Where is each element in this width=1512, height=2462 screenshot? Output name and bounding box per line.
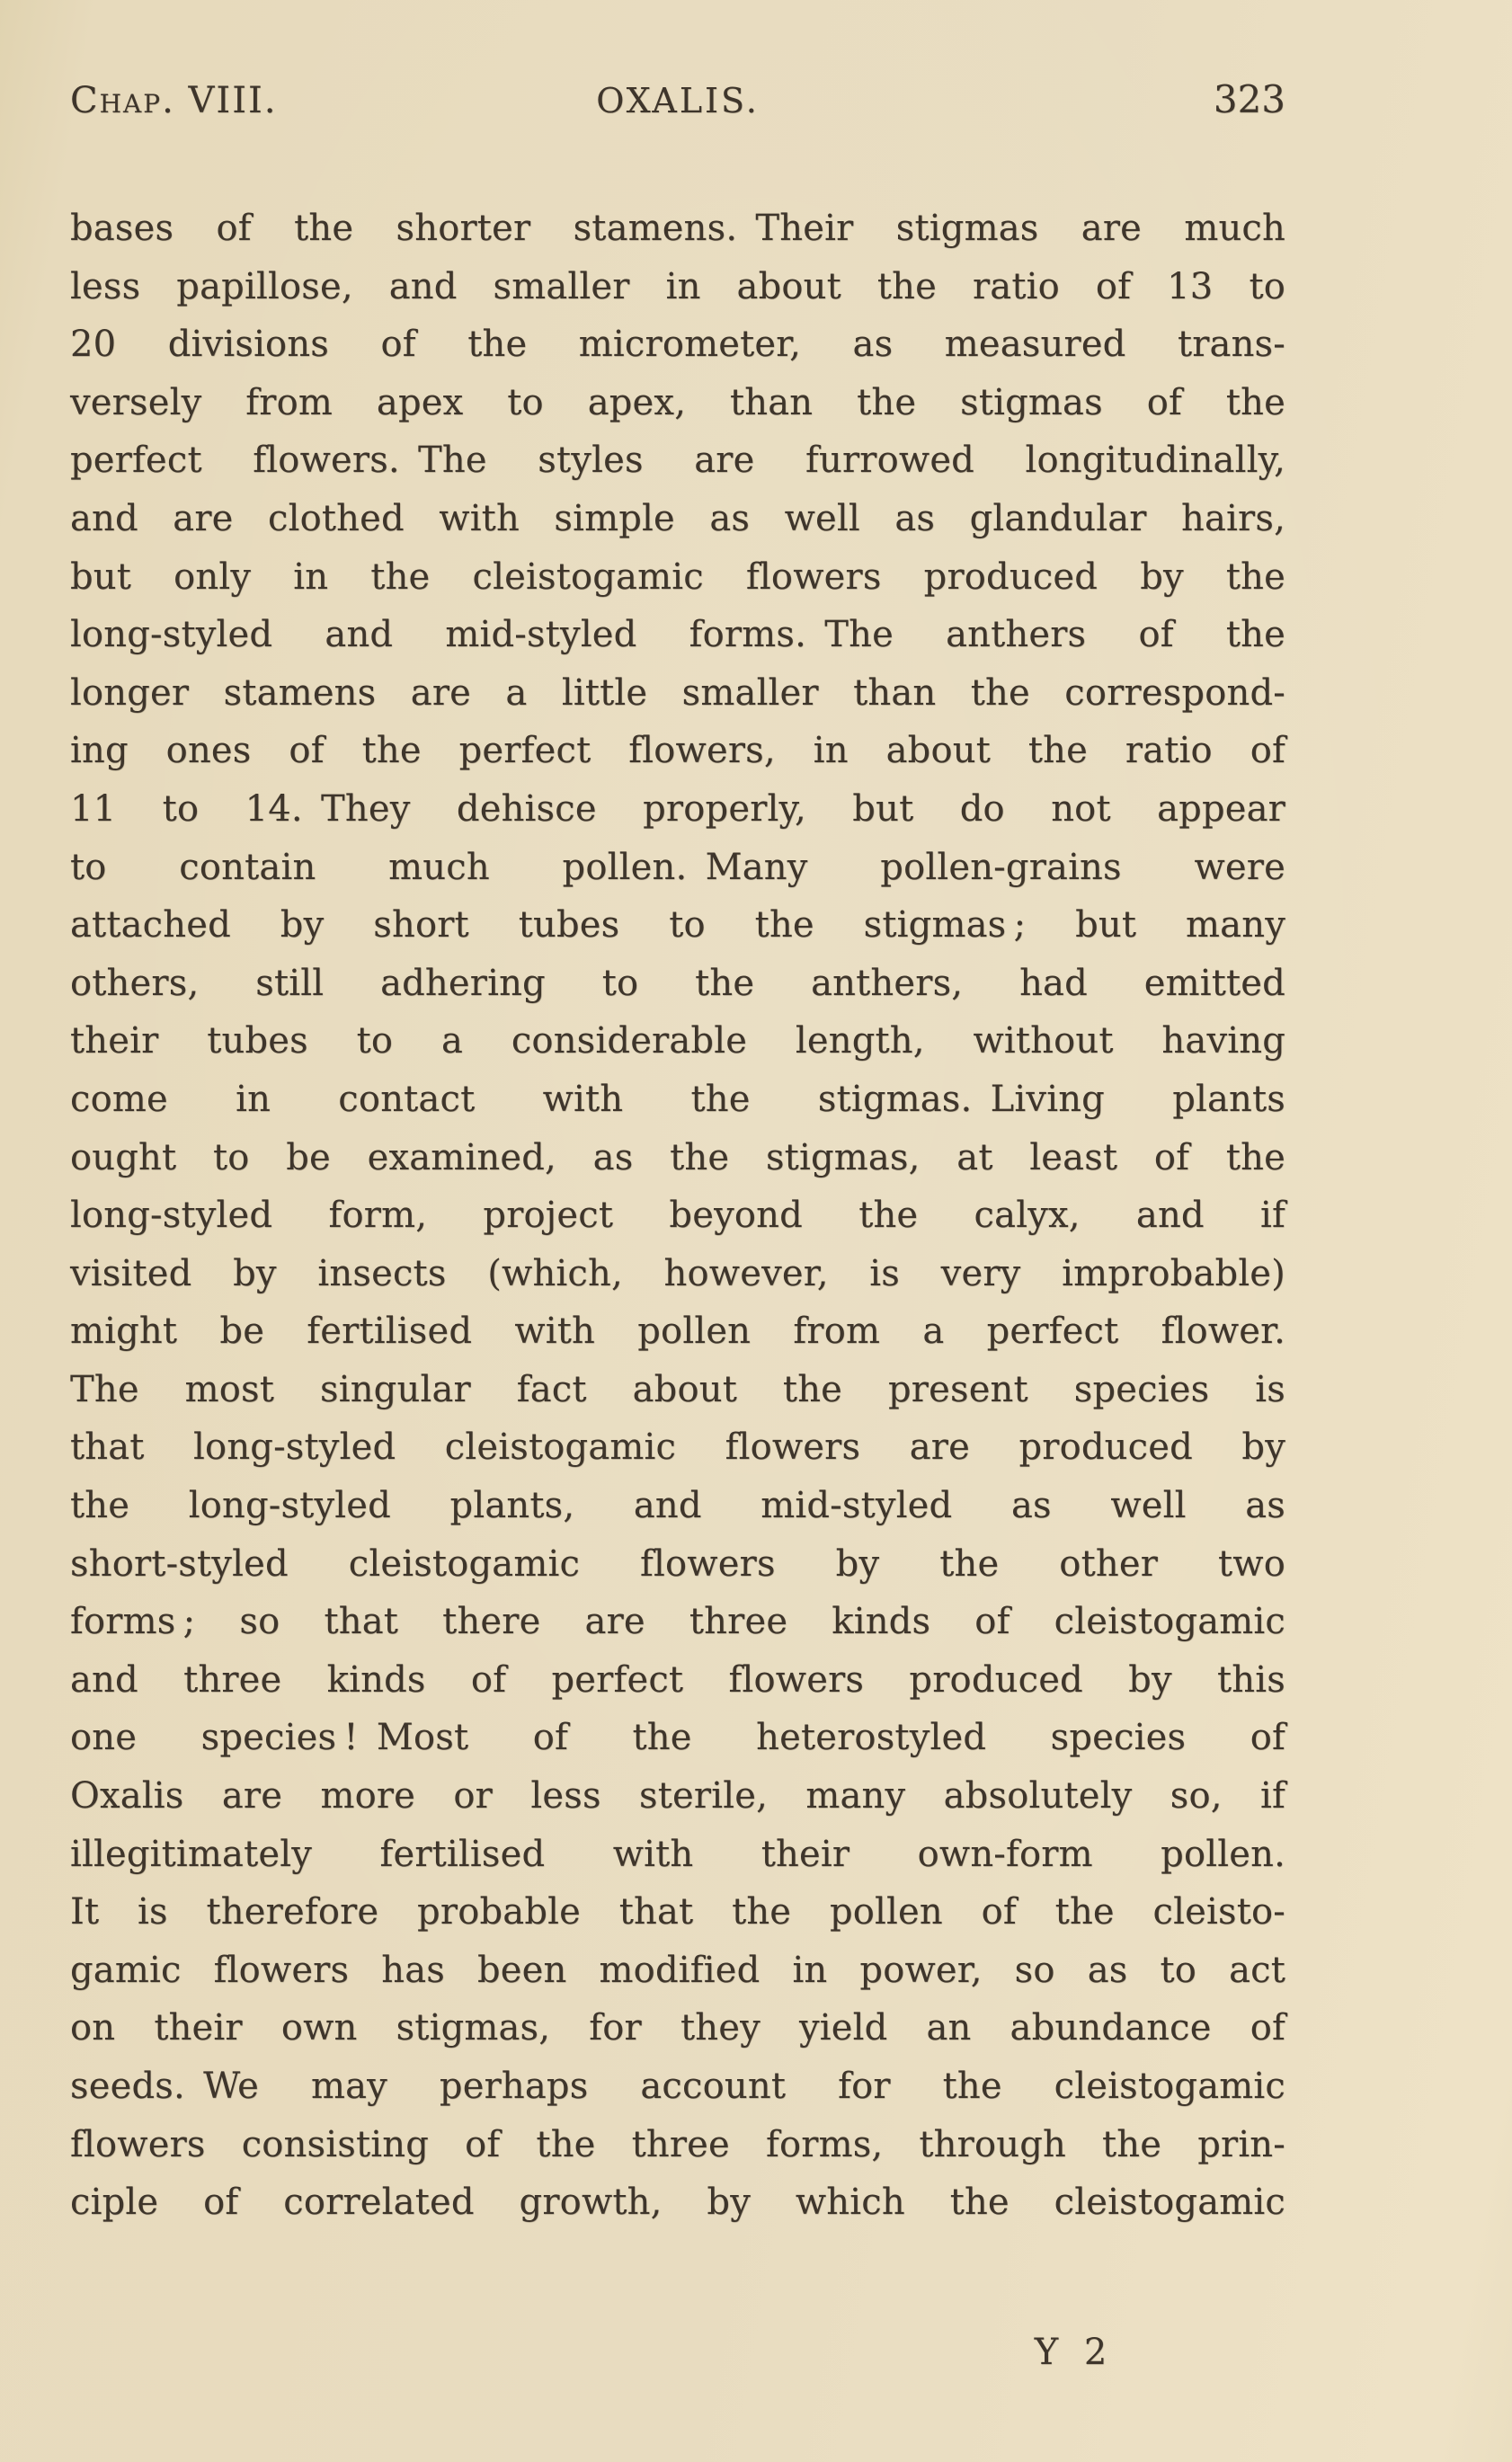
text-line: It is therefore probable that the pollen of the cleisto- [70, 1891, 1285, 1933]
text-line: long-styled form, project beyond the calyx, and if [70, 1195, 1285, 1237]
text-line: long-styled and mid-styled forms. The anthers of the [70, 614, 1285, 656]
chapter-label: Chap. VIII. [70, 80, 278, 121]
text-line: 20 divisions of the micrometer, as measured trans- [70, 324, 1285, 366]
page-number: 323 [1213, 77, 1286, 121]
text-line: versely from apex to apex, than the stigmas of the [70, 381, 1285, 423]
text-line: short-styled cleistogamic flowers by the other two [70, 1542, 1285, 1585]
text-block [70, 200, 1285, 2232]
text-line: ciple of correlated growth, by which the cleistogamic [70, 2182, 1285, 2224]
signature-mark: Y 2 [1034, 2332, 1115, 2373]
text-line: to contain much pollen. Many pollen-grains were [70, 846, 1285, 888]
text-line: longer stamens are a little smaller than the correspond- [70, 671, 1285, 714]
text-line: visited by insects (which, however, is very improbable) [70, 1252, 1285, 1294]
text-line: gamic flowers has been modified in power, so as to act [70, 1949, 1285, 1991]
text-line: their tubes to a considerable length, without having [70, 1020, 1285, 1062]
running-header [70, 77, 1285, 121]
text-line: The most singular fact about the present species is [70, 1368, 1285, 1410]
text-line: Oxalis are more or less sterile, many absolutely so, if [70, 1775, 1285, 1818]
text-line: bases of the shorter stamens. Their stigmas are much [70, 208, 1285, 249]
text-line: on their own stigmas, for they yield an abundance of [70, 2007, 1285, 2049]
text-line: others, still adhering to the anthers, had emitted [70, 962, 1285, 1004]
text-line: seeds. We may perhaps account for the cleistogamic [70, 2066, 1285, 2107]
text-line: ing ones of the perfect flowers, in about the ratio of [70, 730, 1285, 772]
text-line: but only in the cleistogamic flowers produced by the [70, 556, 1285, 598]
text-line: perfect flowers. The styles are furrowed longitudinally, [70, 440, 1285, 482]
text-line: 11 to 14. They dehisce properly, but do not appear [70, 787, 1285, 830]
text-line: forms ; so that there are three kinds of cleistogamic [70, 1601, 1285, 1643]
text-line: ought to be examined, as the stigmas, at least of the [70, 1136, 1285, 1178]
text-line: come in contact with the stigmas. Living plants [70, 1078, 1285, 1120]
text-line: one species ! Most of the heterostyled species of [70, 1717, 1285, 1759]
text-line: illegitimately fertilised with their own-form pollen. [70, 1833, 1285, 1875]
text-line: and are clothed with simple as well as glandular hairs, [70, 497, 1285, 539]
text-line: might be fertilised with pollen from a perfect flower. [70, 1311, 1285, 1353]
text-line: and three kinds of perfect flowers produced by this [70, 1658, 1285, 1701]
text-line: flowers consisting of the three forms, through the prin- [70, 2123, 1285, 2165]
text-line: the long-styled plants, and mid-styled as well as [70, 1485, 1285, 1527]
text-line: attached by short tubes to the stigmas ; but many [70, 904, 1285, 947]
text-line: that long-styled cleistogamic flowers are produced by [70, 1427, 1285, 1469]
running-title: OXALIS. [596, 81, 760, 120]
text-line: less papillose, and smaller in about the ratio of 13 to [70, 265, 1285, 307]
